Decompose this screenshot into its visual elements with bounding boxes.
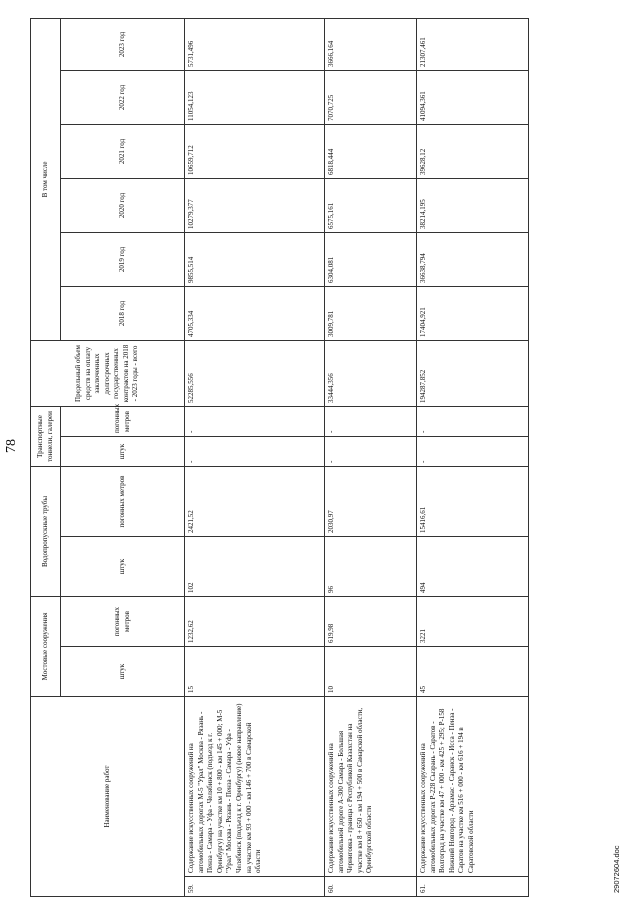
value-2023: 21307,461 xyxy=(417,18,529,70)
header-pipes-m: погонных метров xyxy=(61,467,185,537)
row-number: 60. xyxy=(325,877,417,897)
value-2022: 7070,725 xyxy=(325,70,417,124)
table-row xyxy=(325,18,417,896)
total-limit: 194287,852 xyxy=(417,340,529,406)
pipes-m: 2030,97 xyxy=(325,467,417,537)
value-2019: 36638,794 xyxy=(417,232,529,286)
pipes-m: 2421,52 xyxy=(185,467,325,537)
header-pipes: Водопропускные трубы xyxy=(31,467,61,597)
value-2022: 11054,123 xyxy=(185,70,325,124)
value-2020: 10279,377 xyxy=(185,178,325,232)
value-2021: 6818,444 xyxy=(325,124,417,178)
value-2018: 3009,781 xyxy=(325,286,417,340)
work-name: Содержание искусственных сооружений на автомобильных дорогах Р-228 Сызрань - Саратов - Волгоград на участке км 47 + 000 - км 425 + 295; Р-158 Нижний Новгород - Арзамас - Саранск - Исса - Пенза - Саратов на участке км 516 + 000 - км 616 + 194 в Саратовской области xyxy=(417,697,529,877)
value-2022: 41094,361 xyxy=(417,70,529,124)
value-2018: 4705,334 xyxy=(185,286,325,340)
header-tunnels: Транспортные тоннели, галереи xyxy=(31,406,61,466)
value-2018: 17404,921 xyxy=(417,286,529,340)
tunnels-pcs: - xyxy=(185,437,325,467)
bridges-m: 619,98 xyxy=(325,597,417,647)
total-limit: 33444,356 xyxy=(325,340,417,406)
header-name: Наименование работ xyxy=(31,697,185,897)
value-2020: 6575,161 xyxy=(325,178,417,232)
row-number: 59. xyxy=(185,877,325,897)
header-year-2020: 2020 год xyxy=(61,178,185,232)
bridges-pcs: 15 xyxy=(185,647,325,697)
pipes-pcs: 96 xyxy=(325,537,417,597)
budget-table xyxy=(30,18,529,897)
total-limit: 52285,556 xyxy=(185,340,325,406)
value-2023: 5731,496 xyxy=(185,18,325,70)
header-bridges-m: погонных метров xyxy=(61,597,185,647)
header-bridges-pcs: штук xyxy=(61,647,185,697)
tunnels-m: - xyxy=(417,406,529,436)
tunnels-pcs: - xyxy=(417,437,529,467)
document-id: 29072604.doc xyxy=(612,845,621,893)
header-incl: В том числе xyxy=(31,18,61,340)
header-tun-pcs: штук xyxy=(61,437,185,467)
bridges-m: 3221 xyxy=(417,597,529,647)
tunnels-m: - xyxy=(325,406,417,436)
header-pipes-pcs: штук xyxy=(61,537,185,597)
tunnels-m: - xyxy=(185,406,325,436)
value-2021: 39628,12 xyxy=(417,124,529,178)
pipes-pcs: 494 xyxy=(417,537,529,597)
bridges-m: 1232,62 xyxy=(185,597,325,647)
header-year-2018: 2018 год xyxy=(61,286,185,340)
value-2020: 38214,195 xyxy=(417,178,529,232)
header-year-2021: 2021 год xyxy=(61,124,185,178)
value-2021: 10659,712 xyxy=(185,124,325,178)
header-year-2023: 2023 год xyxy=(61,18,185,70)
value-2019: 6304,081 xyxy=(325,232,417,286)
tunnels-pcs: - xyxy=(325,437,417,467)
table-row xyxy=(185,18,325,896)
value-2019: 9855,514 xyxy=(185,232,325,286)
header-year-2019: 2019 год xyxy=(61,232,185,286)
row-number: 61. xyxy=(417,877,529,897)
header-tun-m: погонных метров xyxy=(61,406,185,436)
pipes-pcs: 102 xyxy=(185,537,325,597)
header-year-2022: 2022 год xyxy=(61,70,185,124)
value-2023: 3666,164 xyxy=(325,18,417,70)
header-bridges: Мостовые сооружения xyxy=(31,597,61,697)
bridges-pcs: 10 xyxy=(325,647,417,697)
page-number: 78 xyxy=(4,439,19,453)
work-name: Содержание искусственных сооружений на автомобильной дороге А-300 Самара - Большая Черниговка - граница с Республикой Казахстан на участке км 8 + 650 - км 194 + 500 в Самарской области, Оренбургской области xyxy=(325,697,417,877)
bridges-pcs: 45 xyxy=(417,647,529,697)
work-name: Содержание искусственных сооружений на автомобильных дорогах М-5 "Урал" Москва - Рязань - Пенза - Самара - Уфа - Челябинск (подъезд к г. Оренбургу) на участке км 10 + 800 - км 145 + 000; М-5 "Урал" Москва - Рязань - Пенза - Самара - Уфа - Челябинск (подъезд к г. Оренбургу) (новое направление) на участке км 93 + 000 - км 146 + 700 в Самарской области xyxy=(185,697,325,877)
pipes-m: 15416,61 xyxy=(417,467,529,537)
table-row xyxy=(417,18,529,896)
header-limit: Предельный объем средств на оплату заключенных долгосрочных государственных контрактов на 2018 - 2023 годы - всего xyxy=(31,340,185,406)
